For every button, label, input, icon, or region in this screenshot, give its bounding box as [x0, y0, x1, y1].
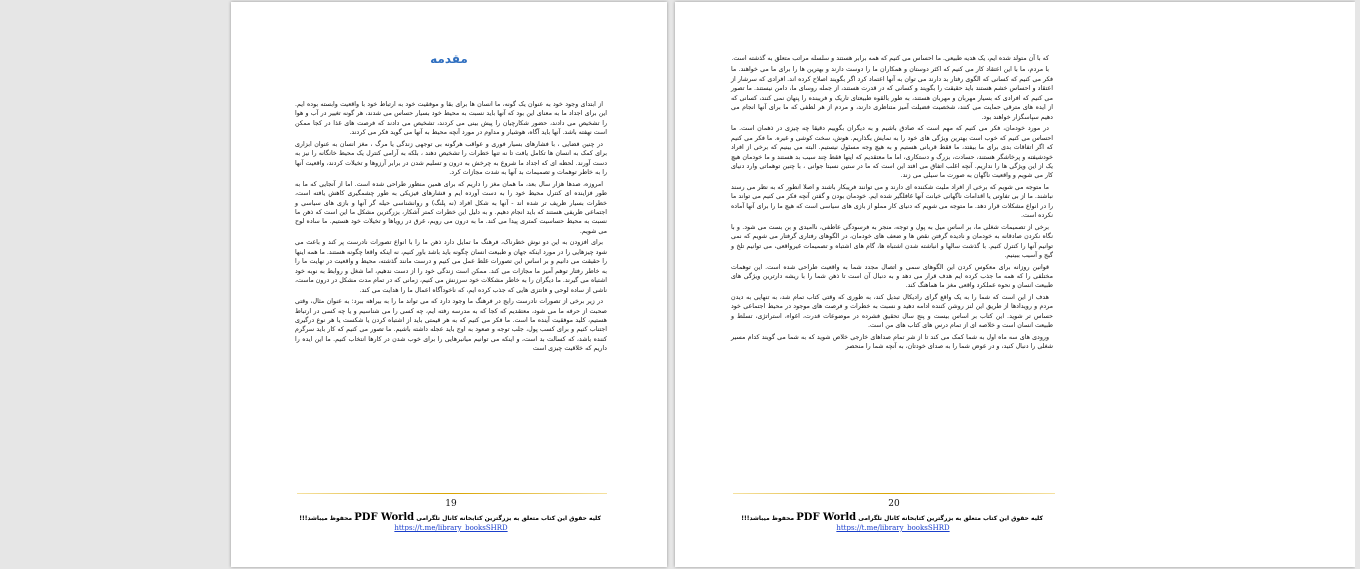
paragraph: امروزه، صدها هزار سال بعد، ما همان مغز را داریم که برای همین منظور طراحی شده است. اما از آنجایی که ما به طور فزاینده ای کنترل محیط خود را به دست آورده ایم و فشارهای فیزیکی به طور چشمگیری کاهش یافته است، خطرات بسیار ظریف تر شده اند - آنها به شکل افراد (نه پلنگ) و روانشناسی حیله گر آنها و بازی های سیاسی و اجتماعی ظریفی هستند که باید انجام دهیم. و به دلیل این خطرات کمتر آشکار، بزرگترین مشکل ما این است که ذهن ما نسبت به محیط حساسیت کمتری پیدا می کند. ما به درون می رویم، غرق در رویاها و تخیلات خود هستیم. ما ساده لوح می شویم.: [295, 180, 607, 235]
page-number: 19: [445, 499, 457, 509]
paragraph: برخی از تصمیمات شغلی ما، بر اساس میل به پول و توجه، منجر به فرسودگی عاطفی، ناامیدی و بن بست می شود. و با نگاه نکردن صادقانه به خودمان و نادیده گرفتن نقص ها و ضعف های خودمان، در الگوهای رفتاری گرفتار می شویم که نمی توانیم آنها را کنترل کنیم. با گذشت سالها و انباشته شدن اشتباه ها، گام های اشتباه و تصمیمات غیرواقعی، می توانیم تلخ و گیج و آسیب ببینیم.: [731, 223, 1053, 260]
footer-divider: [733, 493, 1055, 494]
footer-copyright: [301, 512, 601, 523]
paragraph: که با آن متولد شده ایم، یک هدیه طبیعی. ما احساس می کنیم که همه برابر هستند و سلسله مراتب متعلق به گذشته است.: [731, 55, 1049, 62]
paragraph: از ابتدای وجود خود به عنوان یک گونه، ما انسان ها برای بقا و موفقیت خود به ارتباط خود با واقعیت وابسته بوده ایم. این برای اجداد ما به معنای این بود که آنها باید نسبت به محیط خود بسیار حساس می شدند، هر گونه تغییر در آب و هوا را تشخیص می دادند، حضور شکارچیان را پیش بینی می کردند، تشخیص می دادند که فرصت های غذا در کجا ممکن است نهفته باشد. آنها باید آگاه، هوشیار و مداوم در مورد آنچه محیط به آنها می گوید فکر می کردند.: [295, 101, 607, 137]
paragraph: قوانین روزانه برای معکوس کردن این الگوهای سمی و اتصال مجدد شما به واقعیت طراحی شده است. این توهمات مختلفی را که همه ما جذب کرده ایم هدف قرار می دهد و به دنبال آن است تا ذهن شما را با ریشه دارترین ویژگی های طبیعت انسان و نحوه عملکرد واقعی مغز ما هماهنگ کند.: [731, 263, 1053, 290]
page-body: [731, 54, 1053, 354]
footer-suffix: محفوظ میباشد!!!: [741, 515, 795, 522]
footer-copyright: [743, 512, 1043, 523]
footer-text: کلیه حقوق این کتاب متعلق به بزرگترین کتابخانه کانال تلگرامی: [416, 515, 601, 522]
paragraph: هدف از این است که شما را به یک واقع گرای رادیکال تبدیل کند، به طوری که وقتی کتاب تمام شد، به تنهایی به دیدن مردم و رویدادها از طریق این لنز روشن کننده ادامه دهید و نسبت به خطرات و فرصت های موجود در محیط اجتماعی خود حساس تر شوید. این کتاب بر اساس بیست و پنج سال تحقیق فشرده در موضوعات قدرت، اغواء، استراتژی، تسلط و طبیعت انسان است و خلاصه ای از تمام درس های کتاب های من است.: [731, 293, 1053, 330]
paragraph: در مورد خودمان، فکر می کنیم که مهم است که صادق باشیم و به دیگران بگوییم دقیقا چه چیزی در ذهمان است. ما احساس می کنیم که خوب است بهترین ویژگی های خود را به نمایش بگذاریم. هوش، سخت کوشی و غیره. ما فکر می کنیم که اگر اتفاقات بدی برای ما بیفتد، ما فقط قربانی هستیم و به هیچ وجه مسئول نیستیم. البته می بینیم که برخی از افراد خودشیفته و پرخاشگر هستند، حسادت، بزرگ و دستکاری، اما ما معتقدیم که اینها فقط چند سیب بد هستند و ما خودمان هیچ یک از این ویژگی ها را نداریم. آنچه اغلب اتفاق می افتد این است که ما در ستین نسبتا جوانی ، با چنین توهماتی وارد دنیای کار می شویم و واقعیت ناگهان به صورت ما سیلی می زند.: [731, 125, 1053, 180]
page-number: 20: [888, 499, 900, 509]
page-20: [675, 2, 1355, 567]
page-19: [231, 2, 667, 567]
paragraph: ما متوجه می شویم که برخی از افراد ملیت شکننده ای دارند و می توانند فریبکار باشند و اصلا انطور که به نظر می رسند نباشند. ما از بی تفاوتی یا اقدامات ناگهانی خیانت آنها غافلگیر شده ایم. خودمان بودن و گفتن آنچه فکر می کنیم می تواند ما را در انواع مشکلات قرار دهد. ما متوجه می شویم که دنیای کار مملو از بازی های سیاسی است که هیچ ما را برای آنها آماده نکرده است.: [731, 183, 1053, 220]
footer-divider: [297, 493, 607, 494]
paragraph: برای افزودن به این دو نوش خطرناک، فرهنگ ما تمایل دارد ذهن ما را با انواع تصورات نادرست پر کند و باعث می شود چیزهایی را در مورد اینکه جهان و طبیعت انسان چگونه باید باشد باور کنیم، نه اینکه واقعا چگونه هستند. ما همه اینها را حقیقت می دانیم و بر اساس این تصورات غلط عمل می کنیم و درست مانند گذشته، محیط و واقعیت در نهایت ما را به خاطر رفتار توهم آمیز ما مجازات می کند. ممکن است زندگی خود را از دست ندهیم، اما شغل و روابط به نوبه خود اشتباه می گیرند. ما دیگران را به خاطر مشکلات خود سرزنش می کنیم، زمانی که در تمام مدت مشکل در درون ماست، ناشی از ساده لوحی و فانتزی هایی که جذب کرده ایم، که ناخودآگاه اعمال ما را هدایت می کند.: [295, 239, 607, 294]
paragraph: با مردم، ما با این اعتقاد کار می کنیم که اکثر دوستان و همکاران ما را دوست دارند و بهترین ها را برای ما می خواهند. ما فکر می کنیم که کسانی که الگوی رفتار بد دارند می توان به آنها اعتماد کرد اگر بگویند اصلاح کرده اند. افرادی که سرشار از اعتقاد و احساس خشم هستند باید حقیقت را بگویند و کسانی که در قدرت هستند، از جمله روسای ما، دامن نیستند. ما تصور می کنیم که افرادی که بسیار مهربان و مهربان هستند، به طور بالقوه طبیعتای تاریک و فریبنده را پنهان نمی کنند، کسانی که از ایده های مترقی حمایت می کنند، شخصیت فضیلت آمیز متناظری دارند، و مردم از هر لطفی که ما برای آنها انجام می دهیم سپاسگزار خواهند بود.: [731, 66, 1053, 121]
vertical-scrollbar[interactable]: [1355, 0, 1360, 569]
page-body: [295, 100, 607, 356]
footer-brand: PDF World: [354, 512, 415, 523]
paragraph: در چنین فضایی ، با فشارهای بسیار فوری و عواقب هرگونه بی توجهی زندگی یا مرگ ، مغز انسان به عنوان ابزاری برای کمک به انسان ها تکامل یافت تا نه تنها خطرات را تشخیص دهند ، بلکه به آرامی کنترل یک محیط خانگانه را نیز به دست آورند. لحظه ای که اجداد ما شروع به چرخش به درون و تسلیم شدن در برابر آرزوها و تخیلات کردند، واقعیت آنها را به خاطر توهمات و تصمیمات بد آنها به شدت مجازات کرد.: [295, 140, 607, 177]
telegram-link[interactable]: https://t.me/library_booksSHRD: [394, 524, 508, 532]
telegram-link[interactable]: https://t.me/library_booksSHRD: [836, 524, 950, 532]
paragraph: در زیر برخی از تصورات نادرست رایج در فرهنگ ما وجود دارد که می تواند ما را به بیراهه ببرد: به عنوان مثال، وقتی صحبت از حرفه ما می شود، معتقدیم که کجا که به مدرسه رفته ایم، چه کسی را می شناسیم و یا چه کسی در ارتباط هستیم، کلید موفقیت آینده ما است. ما فکر می کنیم که به هر قیمتی باید از اشتباه کردن یا شکست یا هر نوع درگیری اجتناب کنیم و برای کسب پول، جلب توجه و صعود به اوج باید عجله داشته باشیم. ما تصور می کنیم که کار باید سرگرم کننده باشد، که کسالت بد است، و اینکه می توانیم میانبرهایی را برای خوب شدن در کارها انتخاب کنیم. ما این ایده را داریم که خلاقیت چیزی است: [295, 298, 607, 353]
footer-text: کلیه حقوق این کتاب متعلق به بزرگترین کتابخانه کانال تلگرامی: [858, 515, 1043, 522]
paragraph: ورودی های سه ماه اول به شما کمک می کند تا از شر تمام صداهای خارجی خلاص شوید که به شما می گویند کدام مسیر شغلی را دنبال کنید، و در عوض شما را به صدای خودتان، به آنچه شما را منحصر: [731, 333, 1053, 351]
page-title: مقدمه: [430, 52, 468, 66]
footer-brand: PDF World: [796, 512, 857, 523]
footer-suffix: محفوظ میباشد!!!: [299, 515, 353, 522]
